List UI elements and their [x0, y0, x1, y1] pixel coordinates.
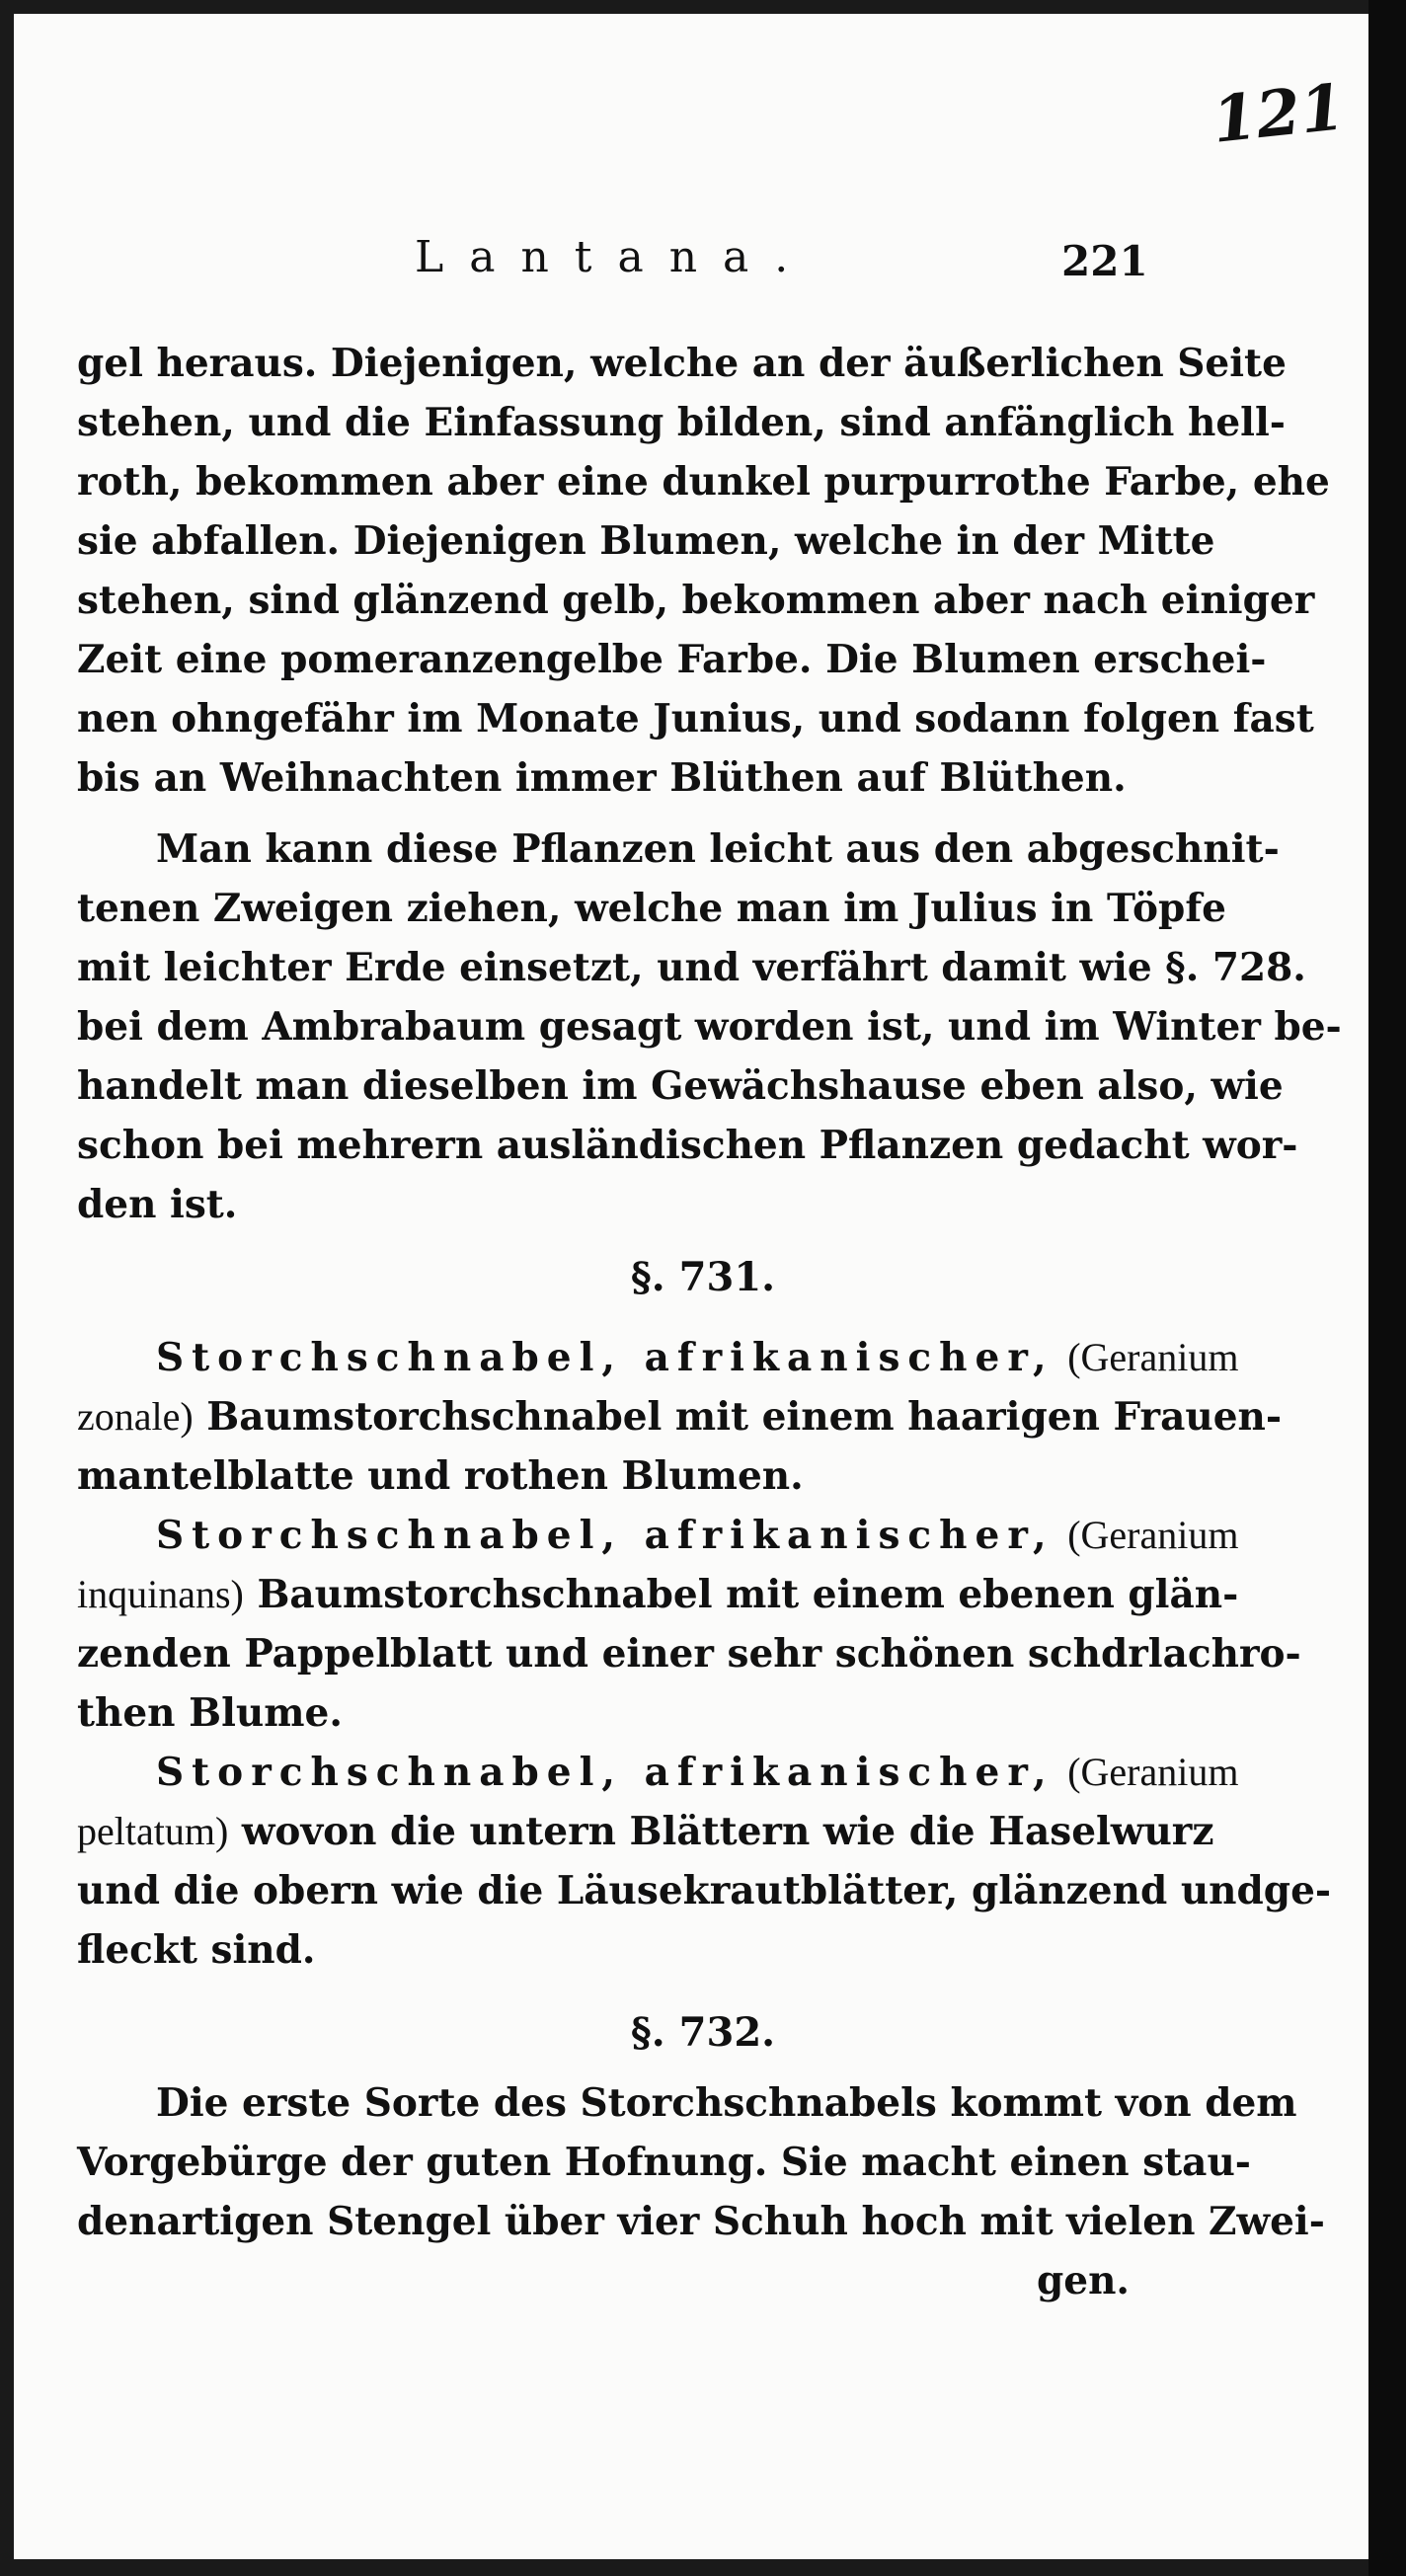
paragraph-continued [77, 334, 1330, 808]
text-line [77, 1328, 1239, 1387]
text-line [77, 1506, 1239, 1565]
text-line: Vorgebürge der guten Hofnung. Sie macht einen stau- [77, 2140, 1251, 2185]
text-line: bis an Weihnachten immer Blüthen auf Blüthen. [77, 755, 1127, 801]
entry-geranium-peltatum [77, 1743, 1332, 1980]
paragraph-propagation [77, 820, 1342, 1234]
text-line: stehen, und die Einfassung bilden, sind anfänglich hell- [77, 400, 1286, 445]
section-heading: §. 731. [630, 1254, 776, 1300]
text-line: mantelblatte und rothen Blumen. [77, 1453, 804, 1499]
text-line: denartigen Stengel über vier Schuh hoch mit vielen Zwei- [77, 2199, 1325, 2244]
text-line: gen. [1036, 2258, 1130, 2303]
text-line: zenden Pappelblatt und einer sehr schönen schdrlachro- [77, 1631, 1301, 1677]
section-heading: §. 732. [630, 2009, 776, 2056]
text-line: mit leichter Erde einsetzt, und verfährt damit wie §. 728. [77, 945, 1306, 990]
latin-name: peltatum) [77, 1809, 229, 1853]
paragraph-origin [77, 2073, 1325, 2310]
latin-name: inquinans) [77, 1572, 244, 1616]
text-line: handelt man dieselben im Gewächshause eben also, wie [77, 1063, 1284, 1109]
text-line [77, 1802, 1214, 1861]
text-line: und die obern wie die Läusekrautblätter, glänzend undge- [77, 1868, 1332, 1913]
text-line: den ist. [77, 1182, 238, 1227]
text-line: nen ohngefähr im Monate Junius, und sodann folgen fast [77, 696, 1314, 742]
latin-name: zonale) [77, 1394, 194, 1439]
text-line: schon bei mehrern ausländischen Pflanzen gedacht wor- [77, 1123, 1298, 1168]
text-line: gel heraus. Diejenigen, welche an der äußerlichen Seite [77, 341, 1287, 386]
text-line: bei dem Ambrabaum gesagt worden ist, und im Winter be- [77, 1004, 1342, 1050]
entry-geranium-inquinans [77, 1506, 1301, 1743]
text-line: Die erste Sorte des Storchschnabels kommt von dem [156, 2080, 1297, 2126]
running-title: Lantana. [415, 232, 815, 282]
page-number: 221 [1061, 237, 1148, 285]
text-line [77, 1565, 1239, 1624]
text-line: Man kann diese Pflanzen leicht aus den abgeschnit- [156, 826, 1280, 872]
species-name: Storchschnabel, afrikanischer, [156, 1335, 1054, 1380]
text-line [77, 1387, 1283, 1446]
species-name: Storchschnabel, afrikanischer, [156, 1513, 1054, 1558]
text-line: sie abfallen. Diejenigen Blumen, welche in der Mitte [77, 518, 1215, 564]
text-line: fleckt sind. [77, 1927, 316, 1973]
species-name: Storchschnabel, afrikanischer, [156, 1750, 1054, 1795]
latin-name: (Geranium [1067, 1750, 1239, 1794]
latin-name: (Geranium [1067, 1513, 1239, 1557]
entry-geranium-zonale [77, 1328, 1283, 1506]
text-line [77, 1743, 1239, 1802]
text-line: stehen, sind glänzend gelb, bekommen aber nach einiger [77, 578, 1315, 623]
text-line: tenen Zweigen ziehen, welche man im Julius in Töpfe [77, 886, 1226, 931]
handwritten-folio-number: 121 [1209, 70, 1349, 158]
latin-name: (Geranium [1067, 1335, 1239, 1379]
description: Baumstorchschnabel mit einem haarigen Frauen- [206, 1394, 1283, 1440]
text-line: then Blume. [77, 1690, 343, 1736]
description: wovon die untern Blättern wie die Haselwurz [241, 1809, 1214, 1854]
text-line: Zeit eine pomeranzengelbe Farbe. Die Blumen erschei- [77, 637, 1267, 682]
text-line: roth, bekommen aber eine dunkel purpurrothe Farbe, ehe [77, 459, 1330, 505]
description: Baumstorchschnabel mit einem ebenen glän- [257, 1572, 1239, 1617]
